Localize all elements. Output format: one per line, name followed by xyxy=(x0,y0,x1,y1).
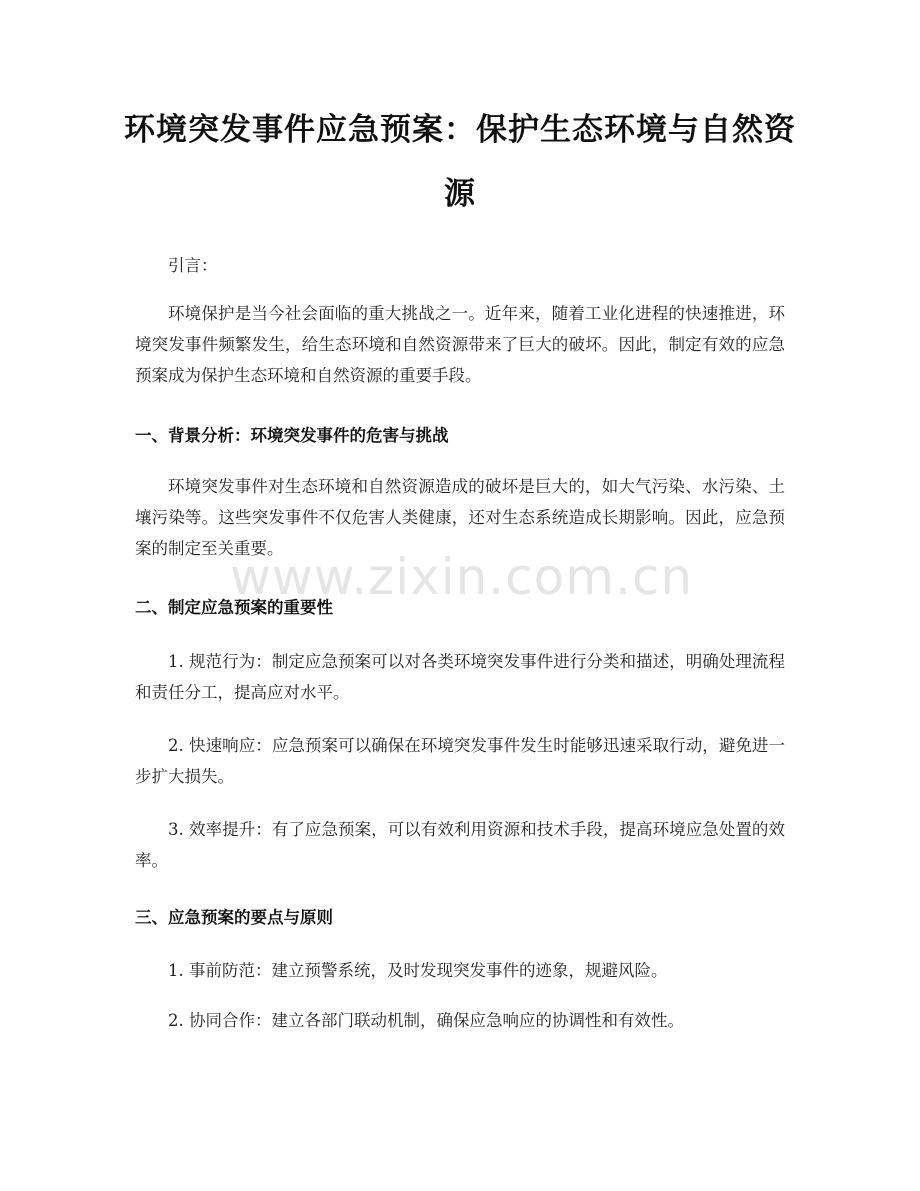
section-2-item-2: 2. 快速响应：应急预案可以确保在环境突发事件发生时能够迅速采取行动，避免进一步扩大损失。 xyxy=(135,736,785,786)
watermark-text: www.zixin.com.cn xyxy=(230,548,694,606)
section-1-paragraph-1: 环境突发事件对生态环境和自然资源造成的破坏是巨大的，如大气污染、水污染、土壤污染等。这些突发事件不仅危害人类健康，还对生态系统造成长期影响。因此，应急预案的制定至关重要。 xyxy=(135,477,785,558)
intro-label: 引言： xyxy=(168,256,218,275)
section-2-heading: 二、制定应急预案的重要性 xyxy=(135,598,333,617)
intro-paragraph: 环境保护是当今社会面临的重大挑战之一。近年来，随着工业化进程的快速推进，环境突发事件频繁发生，给生态环境和自然资源带来了巨大的破坏。因此，制定有效的应急预案成为保护生态环境和自然资源的重要手段。 xyxy=(135,304,785,385)
section-3-heading: 三、应急预案的要点与原则 xyxy=(135,908,333,927)
section-2-item-1: 1. 规范行为：制定应急预案可以对各类环境突发事件进行分类和描述，明确处理流程和责任分工，提高应对水平。 xyxy=(135,652,785,702)
section-3-item-2: 2. 协同合作：建立各部门联动机制，确保应急响应的协调性和有效性。 xyxy=(168,1011,684,1030)
section-3-item-1: 1. 事前防范：建立预警系统，及时发现突发事件的迹象，规避风险。 xyxy=(168,961,668,980)
section-1-heading: 一、背景分析：环境突发事件的危害与挑战 xyxy=(135,426,449,445)
document-title: 环境突发事件应急预案：保护生态环境与自然资源 xyxy=(124,112,796,212)
section-2-item-3: 3. 效率提升：有了应急预案，可以有效利用资源和技术手段，提高环境应急处置的效率。 xyxy=(135,820,785,870)
